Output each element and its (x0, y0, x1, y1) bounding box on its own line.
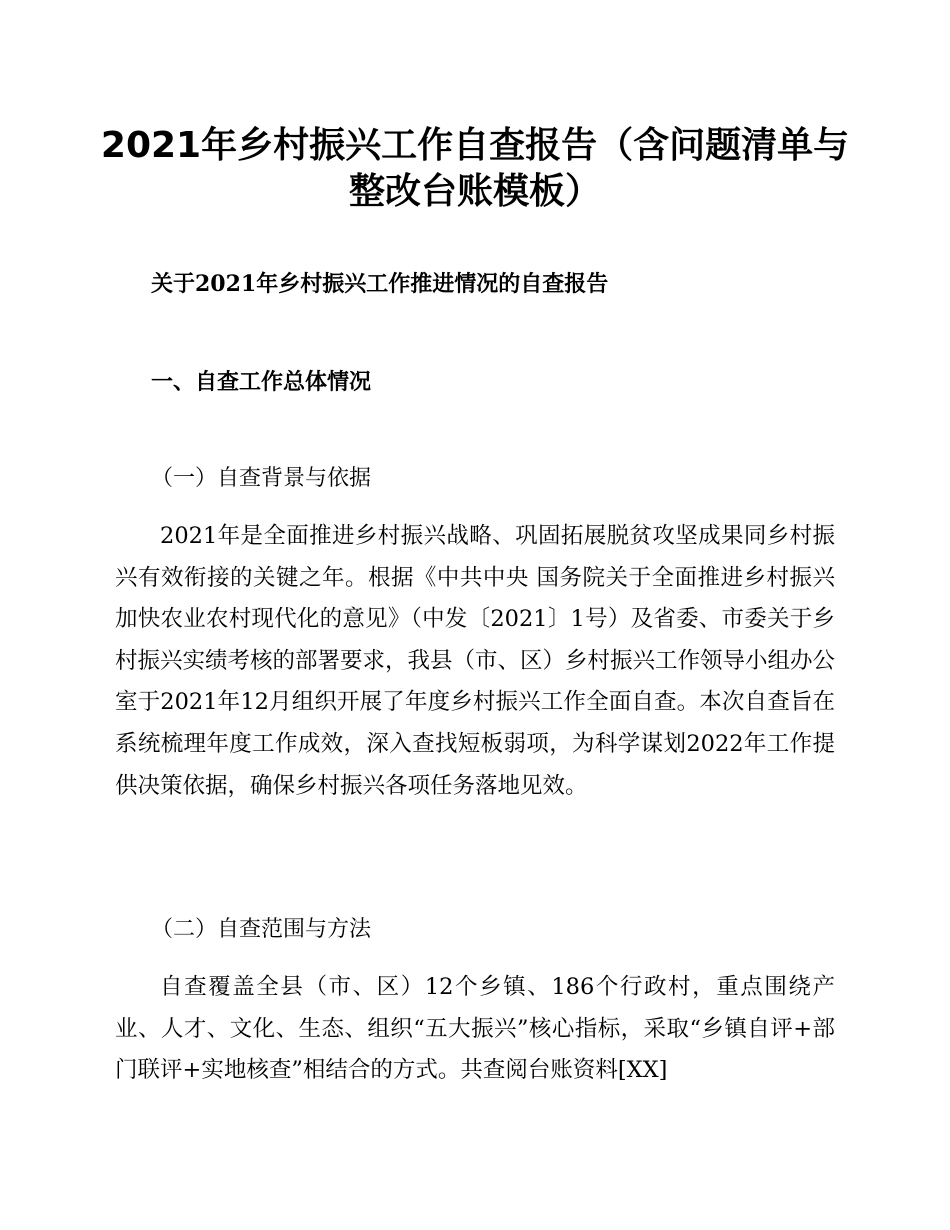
document-title-line-1: 2021年乡村振兴工作自查报告（含问题清单与 (100, 125, 850, 166)
document-title-line-2: 整改台账模板） (348, 171, 601, 212)
subsection-heading-scope: （二）自查范围与方法 (151, 917, 372, 942)
paragraph-background: 2021年是全面推进乡村振兴战略、巩固拓展脱贫攻坚成果同乡村振兴有效衔接的关键之年。根据《中共中央 国务院关于全面推进乡村振兴加快农业农村现代化的意见》（中发〔2021〕1号）及省委、市委关于乡村振兴实绩考核的部署要求，我县（市、区）乡村振兴工作领导小组办公室于2021年12月组织开展了年度乡村振兴工作全面自查。本次自查旨在系统梳理年度工作成效，深入查找短板弱项，为科学谋划2022年工作提供决策依据，确保乡村振兴各项任务落地见效。 (115, 523, 836, 799)
paragraph-scope: 自查覆盖全县（市、区）12个乡镇、186个行政村，重点围绕产业、人才、文化、生态、组织“五大振兴”核心指标，采取“乡镇自评+部门联评+实地核查”相结合的方式。共查阅台账资料[XX] (115, 974, 835, 1084)
subsection-heading-background: （一）自查背景与依据 (151, 466, 372, 491)
report-subtitle: 关于2021年乡村振兴工作推进情况的自查报告 (151, 271, 609, 297)
section-heading-1: 一、自查工作总体情况 (151, 369, 372, 395)
